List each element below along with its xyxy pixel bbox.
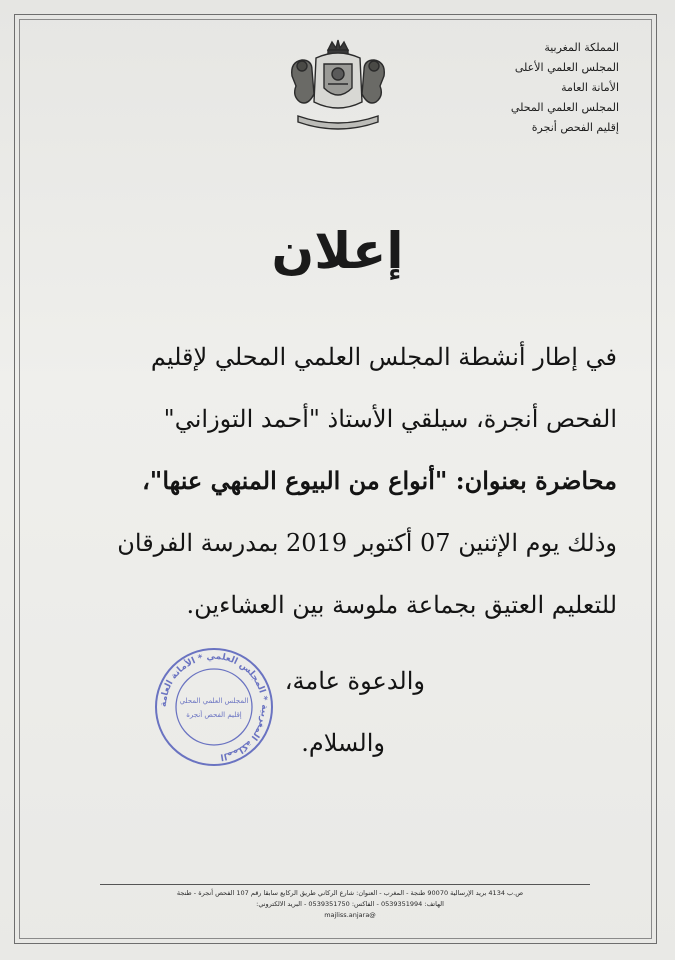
header-line-kingdom: المملكة المغربية xyxy=(544,41,619,54)
stamp-inner-line-1: المجلس العلمي المحلي xyxy=(179,697,249,705)
footer-email: majliss.anjara@ xyxy=(324,911,376,919)
coat-of-arms-icon xyxy=(278,36,398,136)
stamp-outer-text: المملكة المغربية * المجلس العلمي * الأمانة العامة xyxy=(158,651,270,762)
body-line: محاضرة بعنوان: "أنواع من البيوع المنهي عنها"، xyxy=(142,466,617,495)
header-line-secretariat: الأمانة العامة xyxy=(561,81,619,94)
body-line: للتعليم العتيق بجماعة ملوسة بين العشاءين. xyxy=(186,591,617,619)
header-line-local-council: المجلس العلمي المحلي xyxy=(510,101,619,114)
header-line-province: إقليم الفحص أنجرة xyxy=(531,121,619,134)
body-line: الفحص أنجرة، سيلقي الأستاذ "أحمد التوزاني" xyxy=(163,405,617,433)
body-line: وذلك يوم الإثنين 07 أكتوبر 2019 بمدرسة الفرقان xyxy=(117,529,617,557)
official-stamp xyxy=(152,645,276,769)
footer-address: ص.ب 4134 بريد الإرسالية 90070 طنجة - المغرب - العنوان: شارع الركاني طريق الركايع سابقا رقم 107 الفحص أنجرة - طنجة xyxy=(176,889,524,897)
closing-salutation: والسلام. xyxy=(301,729,385,757)
footer xyxy=(120,888,580,921)
announcement-title: إعلان xyxy=(271,222,404,280)
footer-contacts: الهاتف: 0539351994 - الفاكس: 0539351750 - البريد الالكتروني: xyxy=(256,900,444,908)
stamp-inner-line-2: إقليم الفحص أنجرة xyxy=(186,711,242,719)
closing-invitation: والدعوة عامة، xyxy=(284,667,425,695)
announcement-body xyxy=(57,326,617,636)
letterhead xyxy=(459,38,619,138)
header-line-supreme-council: المجلس العلمي الأعلى xyxy=(514,61,619,74)
body-line: في إطار أنشطة المجلس العلمي المحلي لإقليم xyxy=(150,343,617,371)
footer-divider xyxy=(100,884,590,885)
